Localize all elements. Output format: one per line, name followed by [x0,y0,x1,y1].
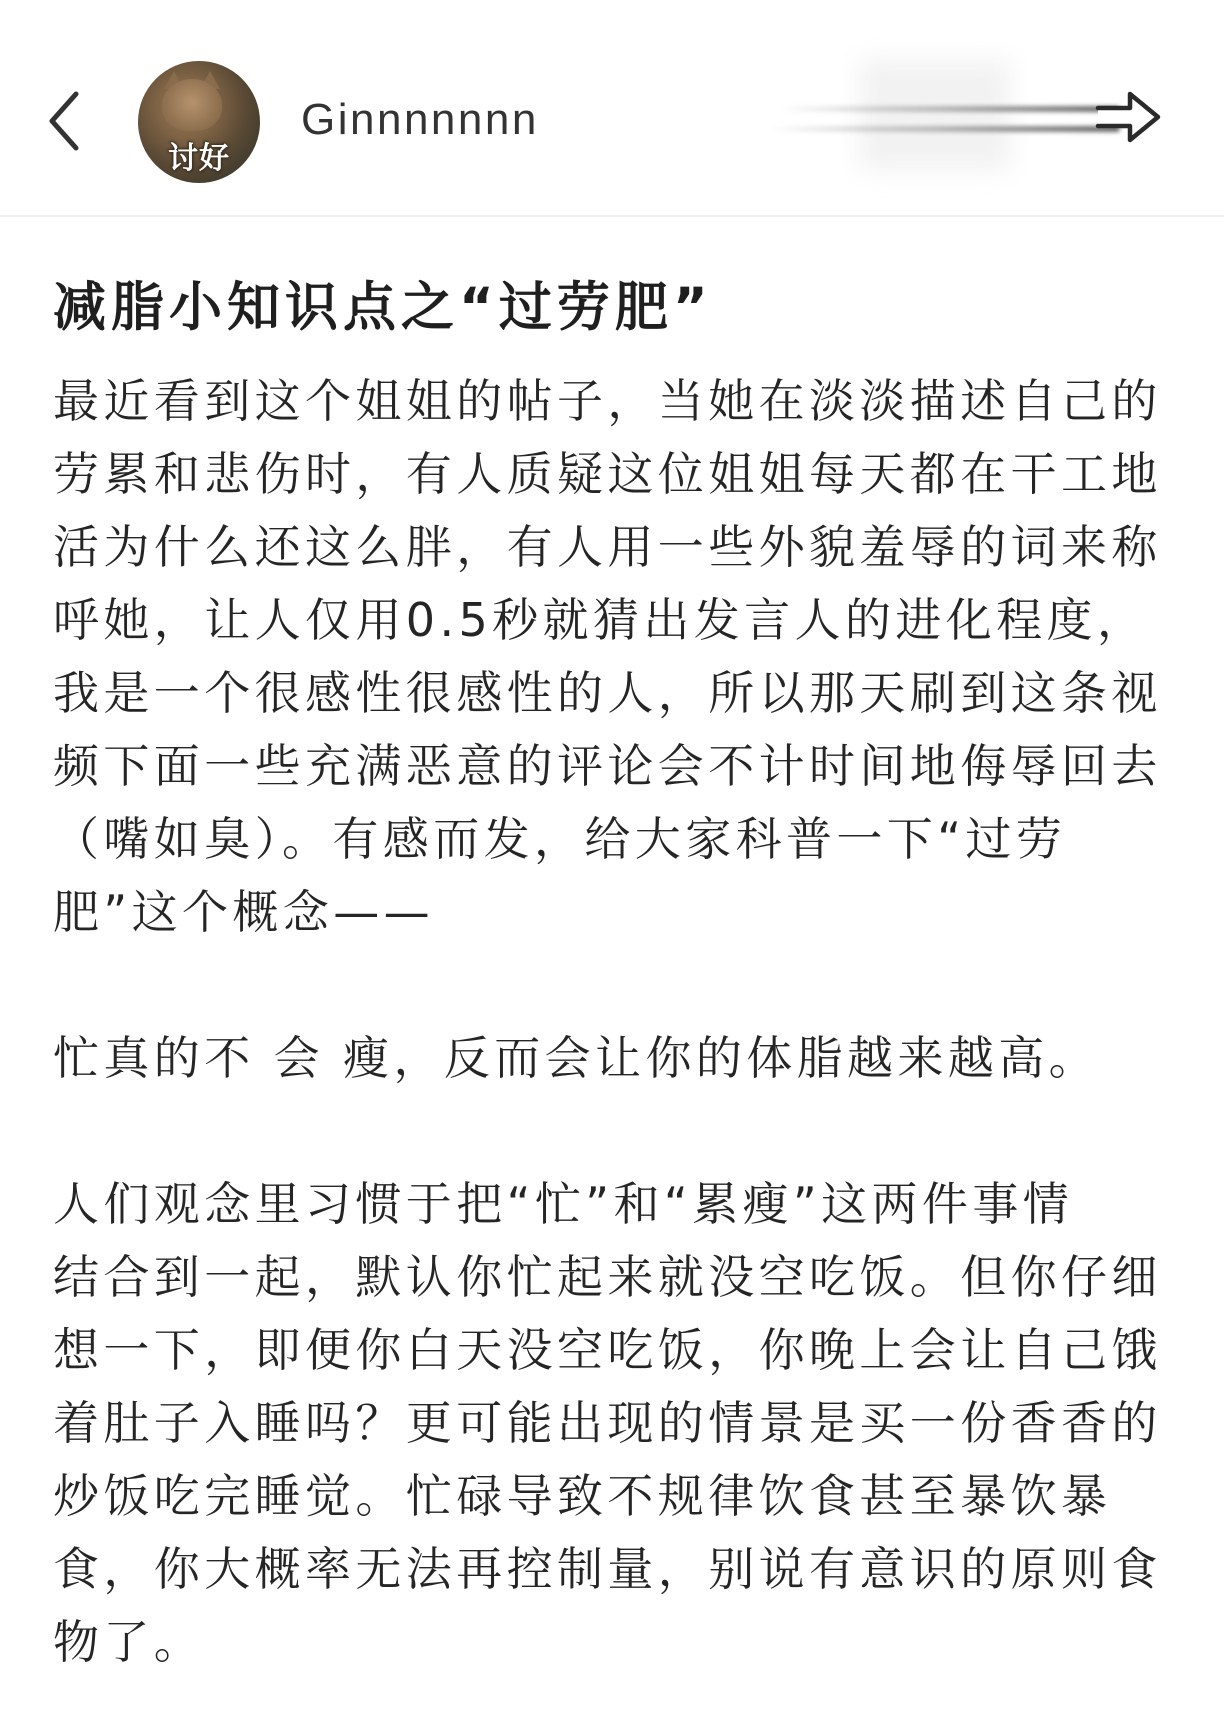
text-line: 活为什么还这么胖，有人用一些外貌羞辱的词来称 [53,520,1162,574]
text-line: 我是一个很感性很感性的人，所以那天刷到这条视 [53,666,1162,720]
chevron-left-icon [40,86,94,156]
paragraph-spacer [53,949,1183,1022]
blurred-blob [860,60,1010,170]
post-title: 减脂小知识点之“过劳肥” [53,277,713,338]
text-line: （嘴如臭）。有感而发，给大家科普一下“过劳 [53,812,1067,866]
text-line: 食，你大概率无法再控制量，别说有意识的原则食 [53,1542,1162,1596]
text-line: 物了。 [53,1615,205,1669]
text-line: 着肚子入睡吗？更可能出现的情景是买一份香香的 [53,1396,1162,1450]
text-line: 肥”这个概念—— [53,885,435,939]
text-line: 劳累和悲伤时，有人质疑这位姐姐每天都在干工地 [53,447,1162,501]
avatar[interactable] [138,61,260,183]
blurred-line [780,106,1120,112]
text-line: 呼她，让人仅用0.5秒就猜出发言人的进化程度， [53,593,1148,647]
text-line: 忙真的不 会 瘦，反而会让你的体脂越来越高。 [53,1031,1100,1085]
paragraph-2 [53,1022,1183,1095]
paragraph-1 [53,365,1183,949]
avatar-image-detail [162,79,222,131]
post-body [53,365,1183,1679]
avatar-caption: 讨好 [168,141,230,176]
blurred-action-area [770,60,1130,170]
text-line: 最近看到这个姐姐的帖子，当她在淡淡描述自己的 [53,374,1162,428]
text-line: 炒饭吃完睡觉。忙碌导致不规律饮食甚至暴饮暴 [53,1469,1112,1523]
username[interactable]: Ginnnnnnn [301,95,539,144]
paragraph-spacer [53,1095,1183,1168]
top-bar [0,0,1224,215]
text-line: 频下面一些充满恶意的评论会不计时间地侮辱回去 [53,739,1162,793]
share-button[interactable] [1092,86,1164,148]
paragraph-3 [53,1168,1183,1679]
blurred-line [770,126,1120,132]
text-line: 想一下，即便你白天没空吃饭，你晚上会让自己饿 [53,1323,1162,1377]
text-line: 结合到一起，默认你忙起来就没空吃饭。但你仔细 [53,1250,1162,1304]
text-line: 人们观念里习惯于把“忙”和“累瘦”这两件事情 [53,1177,1074,1231]
arrow-right-icon [1092,86,1164,148]
header-divider [0,215,1224,217]
back-button[interactable] [40,86,94,156]
